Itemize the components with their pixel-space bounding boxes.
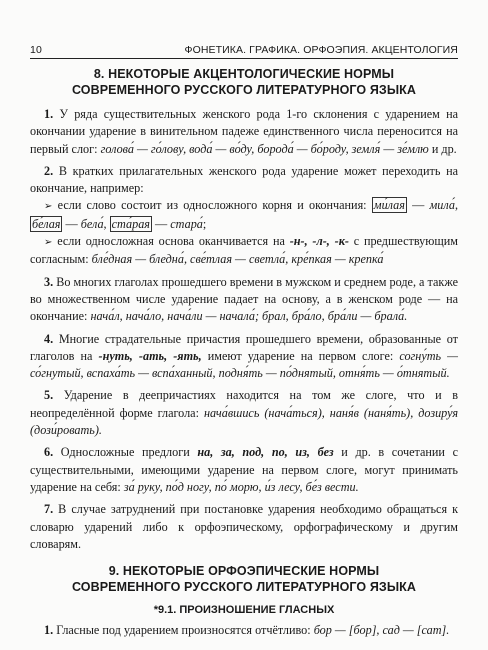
example-word: ми́лая (373, 198, 405, 213)
rule-4-number: 4. (44, 331, 54, 346)
header-rule (30, 58, 458, 59)
example-word: бела́ (80, 216, 104, 231)
bullet-2-suffixes: -н-, -л-, -к- (289, 234, 349, 249)
vowels-rule-1-number: 1. (44, 623, 54, 638)
rule-2-bullet-1: ➢ если слово состоит из односложного корня и окончания: ми́лая — мила́, бе́лая — бела́, ста́рая — стара́; (32, 198, 458, 231)
rule-2-bullet-2 (30, 233, 458, 269)
rule-6-paragraph (30, 444, 458, 496)
example-word: бе́лая (32, 216, 61, 231)
rule-3-examples: нача́л, нача́ло, нача́ли — начала́; брал, бра́ло, бра́ли — брала́. (90, 309, 408, 324)
section-gap (30, 553, 458, 563)
section-8-title (30, 66, 458, 98)
running-header (30, 40, 458, 56)
rule-7-paragraph (30, 501, 458, 553)
rule-1-end: и др. (431, 141, 457, 156)
example-word: мила́ (429, 198, 455, 213)
section-8-title-line2: СОВРЕМЕННОГО РУССКОГО ЛИТЕРАТУРНОГО ЯЗЫКА (71, 83, 417, 97)
rule-4-suffixes: -нуть, -ать, -ять, (98, 348, 202, 363)
bullet-2-text-a: если односложная основа оканчивается на (57, 234, 285, 249)
section-8-title-line1: 8. НЕКОТОРЫЕ АКЦЕНТОЛОГИЧЕСКИЕ НОРМЫ (93, 67, 395, 81)
rule-6-examples: за́ руку, по́д ногу, по́ морю, и́з лесу, бе́з вести. (123, 479, 359, 494)
vowels-rule-1-text: Гласные под ударением произносятся отчётливо: (56, 623, 311, 638)
section-9-title-line1: 9. НЕКОТОРЫЕ ОРФОЭПИЧЕСКИЕ НОРМЫ (108, 564, 380, 579)
rule-5-number: 5. (44, 388, 54, 403)
subsection-9-1-title: *9.1. ПРОИЗНОШЕНИЕ ГЛАСНЫХ (153, 604, 335, 617)
section-9-title-line2: СОВРЕМЕННОГО РУССКОГО ЛИТЕРАТУРНОГО ЯЗЫКА (71, 580, 417, 595)
rule-3-paragraph (30, 274, 458, 326)
rule-5-text: Ударение в деепричастиях находится на том же слоге, что и в неопределённой форме глагола: (30, 388, 459, 420)
page-content (30, 66, 458, 639)
rule-7-number: 7. (44, 502, 54, 517)
vowels-rule-1-examples: бор — [бор], сад — [сат]. (313, 623, 450, 638)
vowels-rule-1-paragraph (30, 622, 458, 639)
bullet-2-text-b: с предшествующим согласным: (30, 234, 458, 267)
rule-4-paragraph (30, 331, 458, 383)
section-9-title (30, 563, 458, 595)
rule-6-text-a: Односложные предлоги (60, 445, 190, 460)
rule-1-paragraph (30, 106, 458, 158)
rule-2-number: 2. (44, 163, 54, 178)
rule-2-text: В кратких прилагательных женского рода ударение может переходить на окончание, например: (30, 163, 458, 196)
rule-3-number: 3. (44, 274, 54, 289)
bullet-arrow-icon: ➢ (44, 237, 53, 249)
rule-6-prepositions: на, за, под, по, из, без (197, 445, 334, 460)
running-title: ФОНЕТИКА. ГРАФИКА. ОРФОЭПИЯ. АКЦЕНТОЛОГИЯ (184, 44, 458, 56)
rule-7-text: В случае затруднений при постановке ударения необходимо обращаться к словарю ударений либо к орфоэпическому, орфографическому и другим словарям. (30, 502, 458, 551)
rule-1-text: У ряда существительных женского рода 1-го склонения с ударением на окончании ударение в винительном падеже единственного числа переносится на первый слог: (30, 107, 459, 156)
rule-6-number: 6. (44, 445, 54, 460)
rule-6-text-b: и др. в сочетании с существительными, имеющими ударение на первом слоге, могут принимать ударение на себя: (30, 445, 458, 494)
rule-3-text: Во многих глаголах прошедшего времени в мужском и среднем роде, а также во множественном числе ударение падает на основу, а в женском роде — на окончание: (30, 274, 458, 324)
rule-4-examples: согну́ть — со́гнутый, вспаха́ть — вспа́ханный, подня́ть — по́днятый, отня́ть — о́тнятый. (30, 348, 459, 381)
page-number: 10 (30, 44, 42, 56)
rule-1-number: 1. (44, 107, 54, 121)
rule-4-text-a: Многие страдательные причастия прошедшего времени, образованные от глаголов на (30, 331, 459, 363)
rule-5-examples: нача́вшись (нача́ться), наня́в (наня́ть), дозиру́я (дози́ровать). (30, 405, 458, 438)
bullet-1-text: если слово состоит из односложного корня и окончания: (57, 198, 367, 213)
rule-1-examples: голова́ — го́лову, вода́ — во́ду, борода́ — бо́роду, земля́ — зе́млю (100, 141, 429, 156)
rule-5-paragraph (30, 387, 458, 439)
example-word: ста́рая (111, 216, 150, 231)
example-word: стара́ (170, 216, 203, 231)
rule-2-paragraph (30, 163, 458, 198)
bullet-arrow-icon: ➢ (44, 201, 53, 213)
rule-4-text-b: имеют ударение на первом слоге: (207, 348, 394, 363)
bullet-2-examples: бле́дная — бледна́, све́тлая — светла́, кре́пкая — крепка́ (91, 252, 384, 267)
